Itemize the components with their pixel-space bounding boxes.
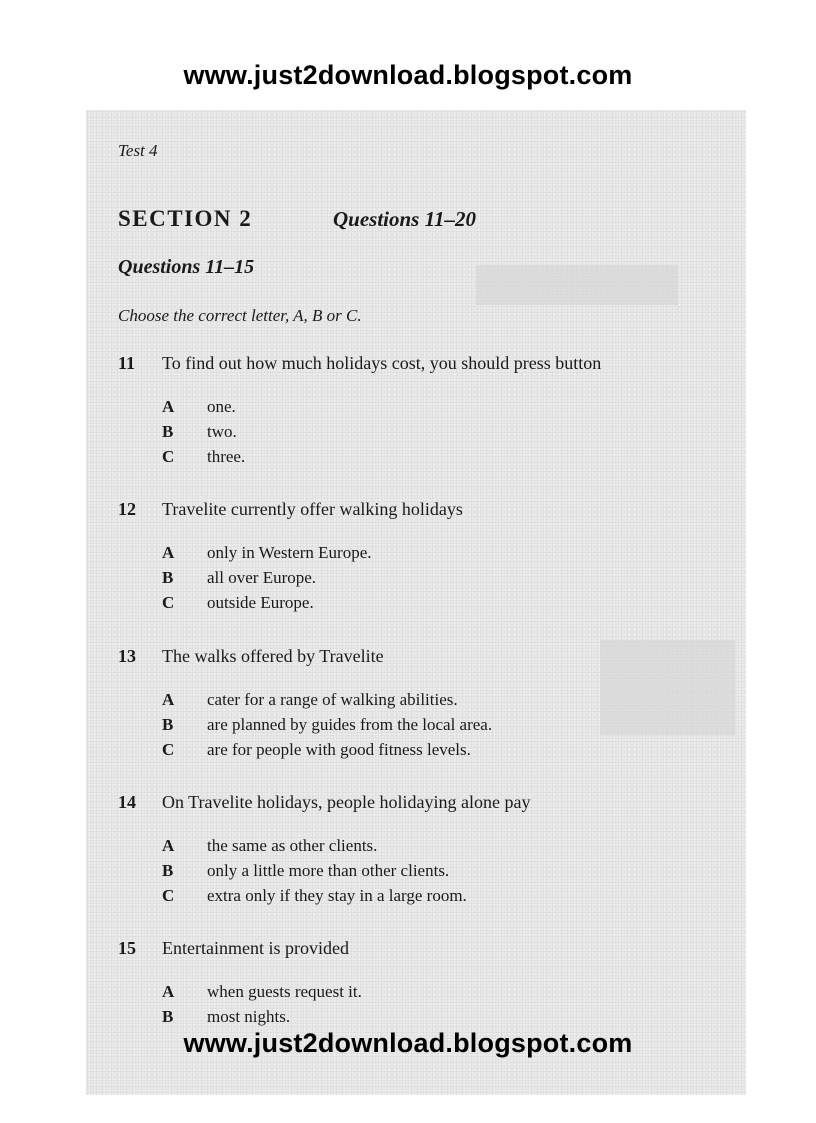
option-b bbox=[162, 419, 718, 444]
option-text: two. bbox=[207, 422, 237, 441]
option-letter: A bbox=[162, 982, 175, 1001]
option-b bbox=[162, 858, 718, 883]
instruction: Choose the correct letter, A, B or C. bbox=[118, 306, 362, 325]
option-a bbox=[162, 540, 718, 565]
option-text: one. bbox=[207, 397, 236, 416]
question-14 bbox=[118, 792, 718, 908]
option-text: three. bbox=[207, 447, 246, 466]
option-c bbox=[162, 883, 718, 908]
option-letter: A bbox=[162, 397, 175, 416]
option-b bbox=[162, 712, 718, 737]
option-letter: B bbox=[162, 715, 174, 734]
option-letter: C bbox=[162, 740, 175, 759]
question-number: 13 bbox=[118, 646, 136, 666]
option-letter: B bbox=[162, 861, 174, 880]
question-11 bbox=[118, 353, 718, 469]
option-text: extra only if they stay in a large room. bbox=[207, 886, 467, 905]
watermark-top: www.just2download.blogspot.com bbox=[183, 60, 633, 90]
question-13 bbox=[118, 646, 718, 762]
question-12 bbox=[118, 499, 718, 615]
option-text: only a little more than other clients. bbox=[207, 861, 450, 880]
question-stem: Entertainment is provided bbox=[162, 938, 349, 958]
bleed-through-shape bbox=[476, 265, 678, 305]
option-letter: A bbox=[162, 836, 175, 855]
option-text: the same as other clients. bbox=[207, 836, 378, 855]
option-a bbox=[162, 687, 718, 712]
question-stem: On Travelite holidays, people holidaying alone pay bbox=[162, 792, 531, 812]
option-letter: B bbox=[162, 1007, 174, 1026]
option-letter: B bbox=[162, 422, 174, 441]
question-15 bbox=[118, 938, 718, 1029]
option-letter: C bbox=[162, 593, 175, 612]
question-stem: The walks offered by Travelite bbox=[162, 646, 384, 666]
question-number: 15 bbox=[118, 938, 136, 958]
option-letter: A bbox=[162, 543, 175, 562]
question-number: 14 bbox=[118, 792, 136, 812]
option-b bbox=[162, 1004, 718, 1029]
question-stem: To find out how much holidays cost, you should press button bbox=[162, 353, 602, 373]
option-text: all over Europe. bbox=[207, 568, 317, 587]
option-letter: C bbox=[162, 886, 175, 905]
option-a bbox=[162, 394, 718, 419]
option-c bbox=[162, 590, 718, 615]
question-number: 12 bbox=[118, 499, 136, 519]
option-letter: B bbox=[162, 568, 174, 587]
option-text: are planned by guides from the local area. bbox=[207, 715, 493, 734]
option-a bbox=[162, 833, 718, 858]
subsection-heading: Questions 11–15 bbox=[118, 256, 255, 278]
question-number: 11 bbox=[118, 353, 136, 373]
section-question-range: Questions 11–20 bbox=[333, 207, 476, 231]
test-label: Test 4 bbox=[118, 141, 158, 160]
option-text: are for people with good fitness levels. bbox=[207, 740, 471, 759]
option-text: only in Western Europe. bbox=[207, 543, 372, 562]
question-stem: Travelite currently offer walking holidays bbox=[162, 499, 463, 519]
option-c bbox=[162, 737, 718, 762]
option-c bbox=[162, 444, 718, 469]
option-letter: C bbox=[162, 447, 175, 466]
option-letter: A bbox=[162, 690, 175, 709]
option-text: cater for a range of walking abilities. bbox=[207, 690, 458, 709]
section-heading: SECTION 2 bbox=[118, 206, 253, 231]
option-text: outside Europe. bbox=[207, 593, 314, 612]
watermark-bottom: www.just2download.blogspot.com bbox=[183, 1028, 633, 1058]
option-text: most nights. bbox=[207, 1007, 291, 1026]
option-b bbox=[162, 565, 718, 590]
option-text: when guests request it. bbox=[207, 982, 362, 1001]
option-a bbox=[162, 979, 718, 1004]
